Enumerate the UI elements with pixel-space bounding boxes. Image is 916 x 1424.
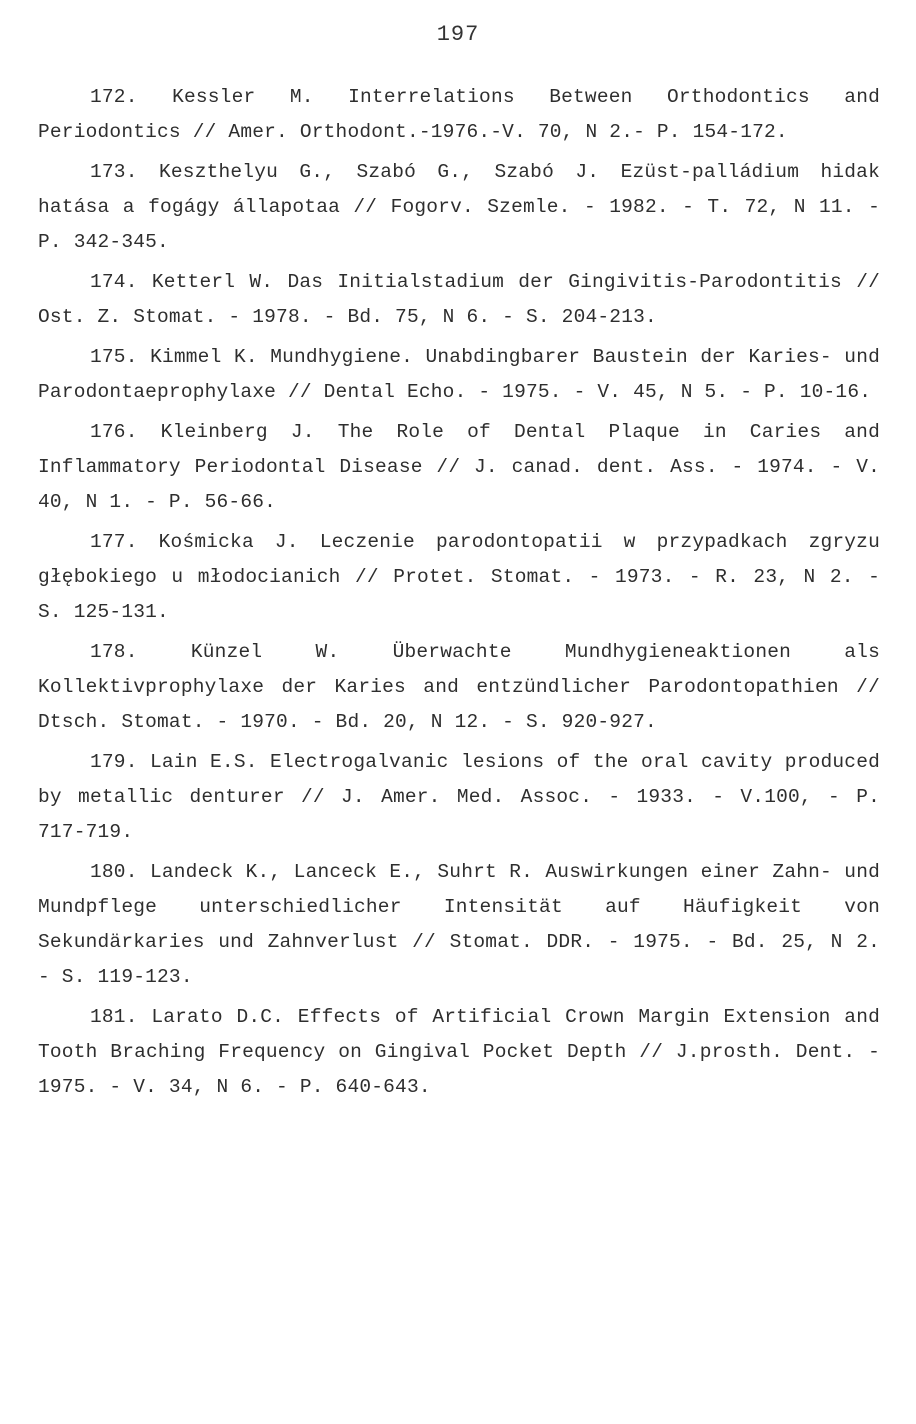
reference-entry-175: 175. Kimmel K. Mundhygiene. Unabdingbarer Baustein der Karies- und Parodontaeprophylaxe // Dental Echo. - 1975. - V. 45, N 5. - P. 10-16. <box>38 346 880 403</box>
reference-entry-181: 181. Larato D.C. Effects of Artificial Crown Margin Extension and Tooth Braching Frequency on Gingival Pocket Depth // J.prosth. Dent. - 1975. - V. 34, N 6. - P. 640-643. <box>38 1006 880 1098</box>
reference-entry-173: 173. Keszthelyu G., Szabó G., Szabó J. Ezüst-palládium hidak hatása a fogágy állapotaa // Fogorv. Szemle. - 1982. - T. 72, N 11. - P. 342-345. <box>38 161 880 253</box>
reference-entry-176: 176. Kleinberg J. The Role of Dental Plaque in Caries and Inflammatory Periodontal Disease // J. canad. dent. Ass. - 1974. - V. 40, N 1. - P. 56-66. <box>38 421 880 513</box>
reference-entry-174: 174. Ketterl W. Das Initialstadium der Gingivitis-Parodontitis // Ost. Z. Stomat. - 1978. - Bd. 75, N 6. - S. 204-213. <box>38 271 880 328</box>
reference-list <box>38 80 880 1110</box>
page-number: 197 <box>436 22 480 47</box>
reference-entry-179: 179. Lain E.S. Electrogalvanic lesions of the oral cavity produced by metallic denturer // J. Amer. Med. Assoc. - 1933. - V.100, - P. 717-719. <box>38 751 880 843</box>
reference-entry-178: 178. Künzel W. Überwachte Mundhygieneaktionen als Kollektivprophylaxe der Karies and entzündlicher Parodontopathien // Dtsch. Stomat. - 1970. - Bd. 20, N 12. - S. 920-927. <box>38 641 880 733</box>
reference-entry-180: 180. Landeck K., Lanceck E., Suhrt R. Auswirkungen einer Zahn- und Mundpflege unterschiedlicher Intensität auf Häufigkeit von Sekundärkaries und Zahnverlust // Stomat. DDR. - 1975. - Bd. 25, N 2. - S. 119-123. <box>38 861 880 988</box>
reference-entry-172: 172. Kessler M. Interrelations Between Orthodontics and Periodontics // Amer. Orthodont.-1976.-V. 70, N 2.- P. 154-172. <box>38 86 880 143</box>
reference-entry-177: 177. Kośmicka J. Leczenie parodontopatii w przypadkach zgryzu głębokiego u młodocianich // Protet. Stomat. - 1973. - R. 23, N 2. - S. 125-131. <box>38 531 880 623</box>
